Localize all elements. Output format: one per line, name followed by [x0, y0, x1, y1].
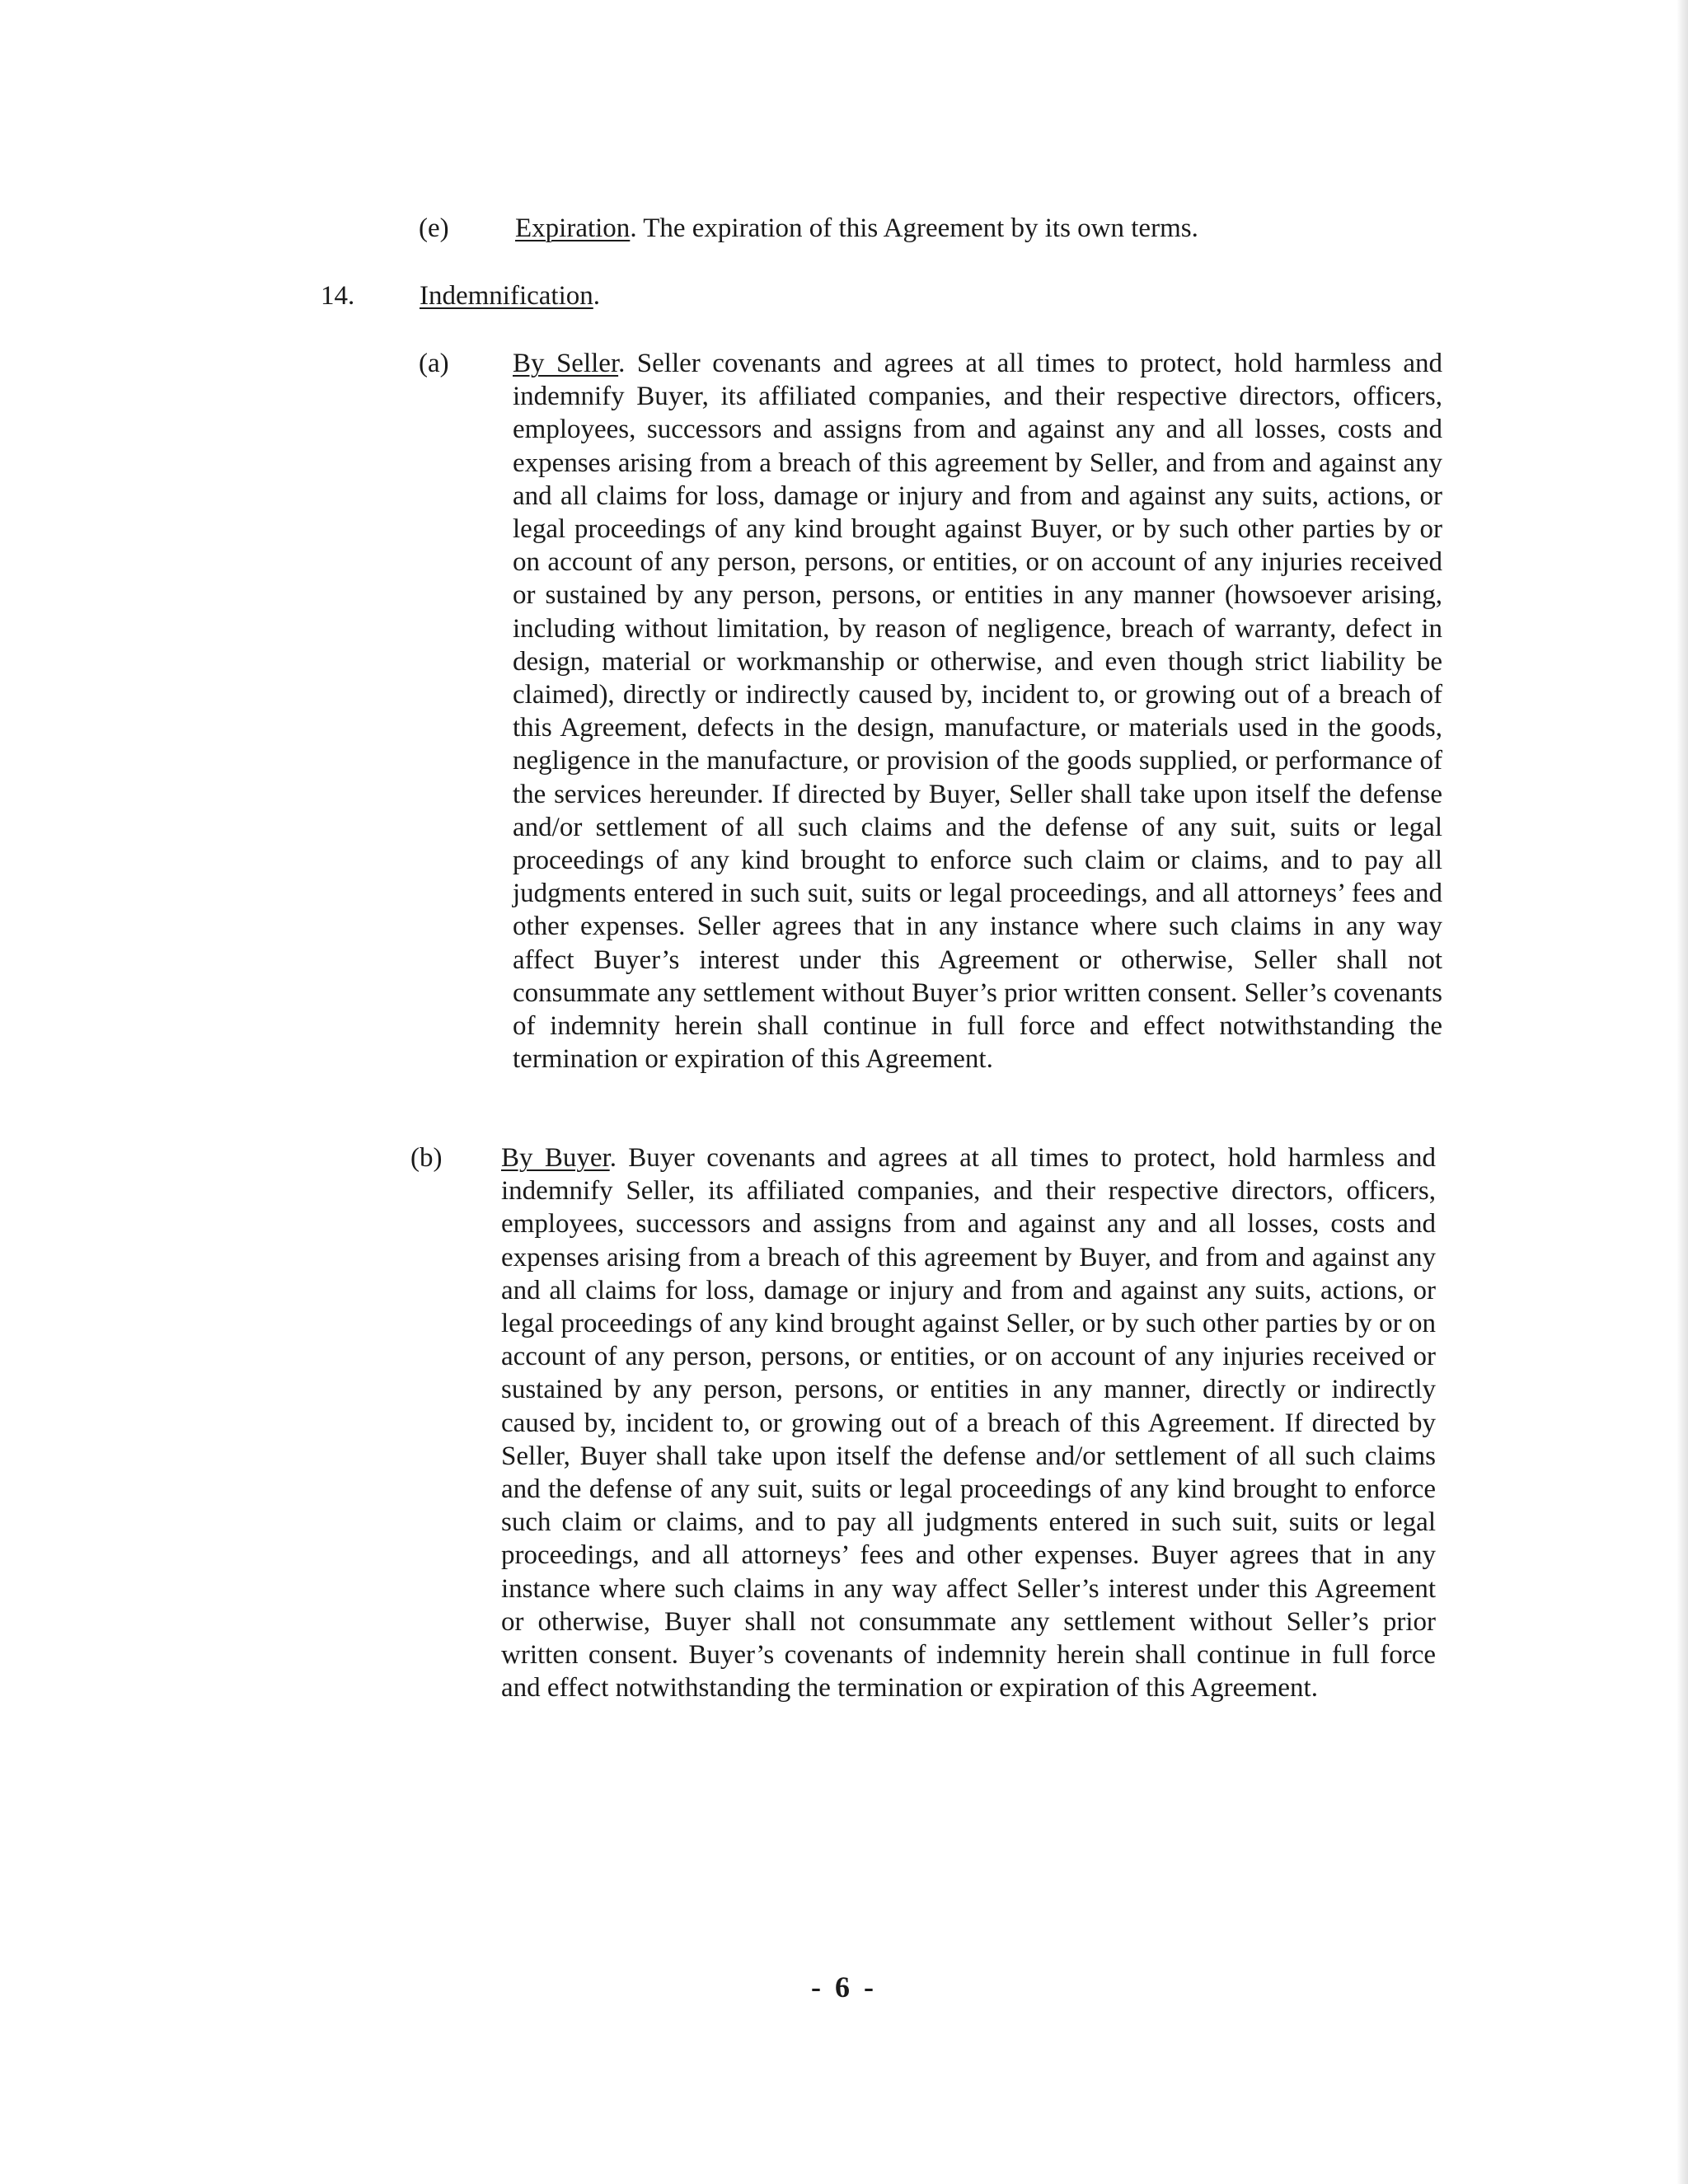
scan-edge-shadow: [1676, 0, 1688, 2184]
item-a-heading: By Seller: [513, 349, 619, 378]
item-b-text: . Buyer covenants and agrees at all times to protect, hold harmless and indemnify Seller, its affiliated companies, and their respective directors, officers, employees, successors and assigns from and against any and all losses, costs and expenses arising from a breach of this agreement by Buyer, and from and against any and all claims for loss, damage or injury and from and against any suits, actions, or legal proceedings of any kind brought against Seller, or by such other parties by or on account of any person, persons, or entities, or on account of any injuries received or sustained by any person, persons, or entities in any manner, directly or indirectly caused by, incident to, or growing out of a breach of this Agreement. If directed by Seller, Buyer shall take upon itself the defense and/or settlement of all such claims and the defense of any suit, suits or legal proceedings of any kind brought to enforce such claim or claims, and to pay all judgments entered in such suit, suits or legal proceedings, and all attorneys’ fees and other expenses. Buyer agrees that in any instance where such claims in any way affect Seller’s interest under this Agreement or otherwise, Buyer shall not consummate any settlement without Seller’s prior written consent. Buyer’s covenants of indemnity herein shall continue in full force and effect notwithstanding the termination or expiration of this Agreement.: [501, 1143, 1436, 1704]
item-b-paragraph: [501, 1141, 1436, 1704]
section-14-title: [420, 279, 600, 312]
item-b-heading: By Buyer: [501, 1143, 610, 1173]
item-e-heading: Expiration: [515, 213, 631, 243]
item-a-label: (a): [419, 349, 449, 378]
item-b-label: (b): [410, 1143, 443, 1173]
item-e-text: . The expiration of this Agreement by its own terms.: [630, 213, 1198, 243]
item-a-paragraph: [513, 347, 1442, 1076]
section-14-heading-suffix: .: [593, 281, 601, 311]
section-14-number: 14.: [321, 281, 355, 311]
item-e-paragraph: [515, 212, 1198, 245]
item-a-text: . Seller covenants and agrees at all times to protect, hold harmless and indemnify Buyer, its affiliated companies, and their respective directors, officers, employees, successors and assigns from and against any and all losses, costs and expenses arising from a breach of this agreement by Seller, and from and against any and all claims for loss, damage or injury and from and against any suits, actions, or legal proceedings of any kind brought against Buyer, or by such other parties by or on account of any person, persons, or entities, or on account of any injuries received or sustained by any person, persons, or entities in any manner (howsoever arising, including without limitation, by reason of negligence, breach of warranty, defect in design, material or workmanship or otherwise, and even though strict liability be claimed), directly or indirectly caused by, incident to, or growing out of a breach of this Agreement, defects in the design, manufacture, or materials used in the goods, negligence in the manufacture, or provision of the goods supplied, or performance of the services hereunder. If directed by Buyer, Seller shall take upon itself the defense and/or settlement of all such claims and the defense of any suit, suits or legal proceedings of any kind brought to enforce such claim or claims, and to pay all judgments entered in such suit, suits or legal proceedings, and all attorneys’ fees and other expenses. Seller agrees that in any instance where such claims in any way affect Buyer’s interest under this Agreement or otherwise, Seller shall not consummate any settlement without Buyer’s prior written consent. Seller’s covenants of indemnity herein shall continue in full force and effect notwithstanding the termination or expiration of this Agreement.: [513, 349, 1442, 1075]
item-e-label: (e): [419, 213, 449, 243]
page-number: - 6 -: [811, 1971, 877, 2004]
section-14-heading: Indemnification: [420, 281, 593, 311]
